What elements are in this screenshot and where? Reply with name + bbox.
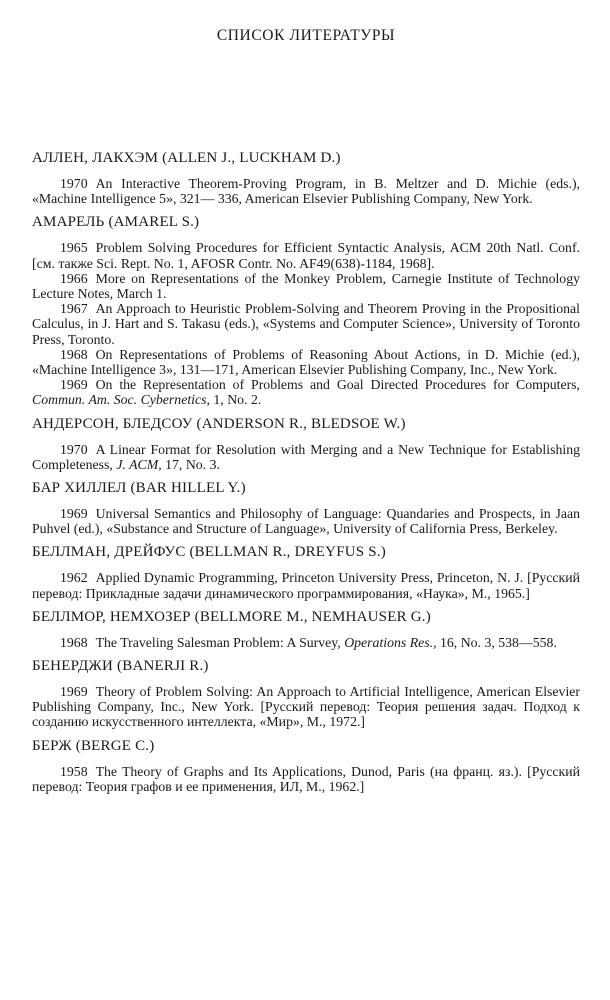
citation-year: 1970: [60, 441, 88, 457]
citation-year: 1966: [60, 270, 88, 286]
citation-year: 1969: [60, 684, 88, 700]
citation-text: Universal Semantics and Philosophy of Language: Quandaries and Prospects, in Jaan Puhvel (ed.), «Substance and Structure of Language», University of California Press, Berkeley.: [32, 506, 580, 537]
work-citation: [32, 684, 580, 730]
citation-text: On Representations of Problems of Reasoning About Actions, in D. Michie (ed.), «Machine Intelligence 3», 131—171, American Elsevier Publishing Company, Inc., New York.: [32, 346, 580, 378]
journal-title: Commun. Am. Soc. Cybernetics,: [32, 392, 210, 408]
citation-text: An Interactive Theorem-Proving Program, in B. Meltzer and D. Michie (eds.), «Machine Intelligence 5», 321— 336, American Elsevier Publishing Company, New York.: [32, 176, 580, 207]
work-citation: [32, 271, 580, 301]
citation-year: 1969: [60, 506, 88, 522]
bibliography-entry: [32, 414, 580, 472]
work-citation: [32, 635, 580, 650]
citation-year: 1970: [60, 176, 88, 191]
citation-year: 1968: [60, 634, 88, 650]
bibliography-entry: [32, 736, 580, 794]
citation-volume: 16, No. 3, 538—558.: [440, 634, 557, 650]
work-citation: [32, 506, 580, 536]
work-citation: [32, 176, 580, 206]
citation-year: 1965: [60, 240, 88, 256]
citation-text: On the Representation of Problems and Goal Directed Procedures for Computers,: [95, 377, 580, 393]
work-citation: [32, 347, 580, 377]
author-heading: АЛЛЕН, ЛАКХЭМ (ALLEN J., LUCKHAM D.): [32, 150, 341, 166]
bibliography-entry: [32, 607, 580, 650]
author-heading: БАР ХИЛЛЕЛ (BAR HILLEL Y.): [32, 480, 246, 497]
bibliography-entry: [32, 478, 580, 536]
author-heading: АНДЕРСОН, БЛЕДСОУ (ANDERSON R., BLEDSOE W.): [32, 415, 406, 432]
bibliography-list: [32, 148, 580, 794]
author-heading: БЕЛЛМАН, ДРЕЙФУС (BELLMAN R., DREYFUS S.): [32, 544, 386, 561]
citation-text: An Approach to Heuristic Problem-Solving and Theorem Proving in the Propositional Calculus, in J. Hart and S. Takasu (eds.), «Systems and Computer Science», University of Toronto Press, Toronto.: [32, 301, 580, 347]
citation-year: 1967: [60, 301, 88, 317]
citation-year: 1962: [60, 570, 88, 586]
citation-text: Theory of Problem Solving: An Approach to Artificial Intelligence, American Elsevier Publishing Company, Inc., New York. [Русский перевод: Теория решения задач. Подход к созданию искусственного интеллекта, «Мир», М., 1972.]: [32, 684, 580, 730]
work-citation: [32, 377, 580, 407]
citation-volume: 1, No. 2.: [213, 392, 262, 408]
citation-volume: 17, No. 3.: [165, 456, 220, 472]
journal-title: Operations Res.,: [344, 634, 437, 650]
citation-year: 1969: [60, 377, 88, 393]
citation-text: Applied Dynamic Programming, Princeton University Press, Princeton, N. J. [Русский перевод: Прикладные задачи динамического программирования, «Наука», М., 1965.]: [32, 570, 580, 601]
citation-text: The Traveling Salesman Problem: A Survey,: [95, 634, 341, 650]
bibliography-entry: [32, 212, 580, 407]
citation-year: 1958: [60, 763, 88, 779]
citation-year: 1968: [60, 346, 88, 362]
work-citation: [32, 240, 580, 270]
work-citation: [32, 764, 580, 794]
page-title: СПИСОК ЛИТЕРАТУРЫ: [216, 27, 396, 44]
journal-title: J. ACM,: [116, 456, 162, 472]
author-heading: БЕЛЛМОР, НЕМХОЗЕР (BELLMORE M., NEMHAUSER G.): [32, 608, 431, 625]
citation-text: Problem Solving Procedures for Efficient Syntactic Analysis, ACM 20th Natl. Conf. [см. также Sci. Rept. No. 1, AFOSR Contr. No. AF49(638)-1184, 1968].: [32, 240, 580, 271]
work-citation: [32, 442, 580, 472]
citation-text: A Linear Format for Resolution with Merging and a New Technique for Establishing Completeness,: [32, 441, 580, 472]
work-citation: [32, 301, 580, 347]
work-citation: [32, 570, 580, 600]
bibliography-entry: [32, 148, 580, 206]
author-heading: БЕНЕРДЖИ (BANERJI R.): [32, 658, 209, 675]
document-page: [32, 0, 580, 800]
bibliography-entry: [32, 542, 580, 600]
citation-text: The Theory of Graphs and Its Applications, Dunod, Paris (на франц. яз.). [Русский перевод: Теория графов и ее применения, ИЛ, М., 1962.]: [32, 763, 580, 794]
bibliography-entry: [32, 656, 580, 730]
author-heading: АМАРЕЛЬ (AMAREL S.): [32, 214, 200, 231]
citation-text: More on Representations of the Monkey Problem, Carnegie Institute of Technology Lecture Notes, March 1.: [32, 270, 580, 302]
author-heading: БЕРЖ (BERGE C.): [32, 737, 155, 754]
